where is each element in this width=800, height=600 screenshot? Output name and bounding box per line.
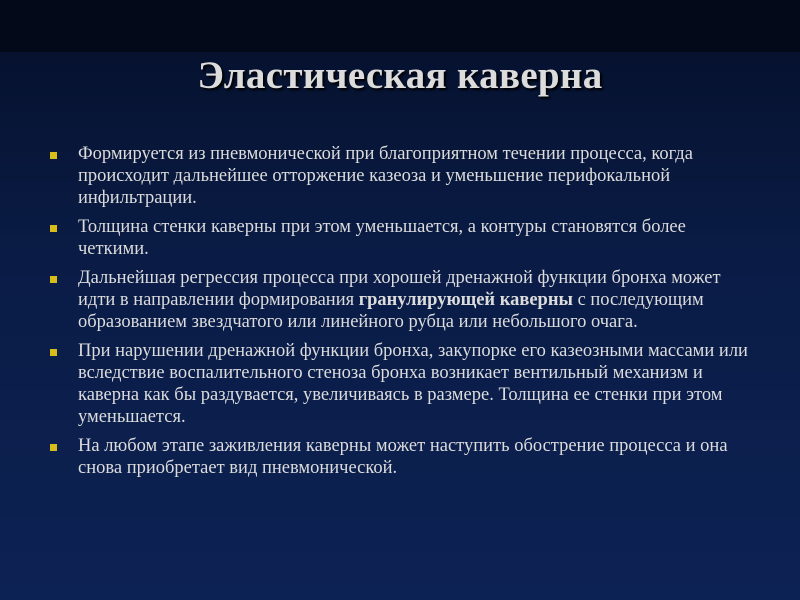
- bullet-bold-term: гранулирующей каверны: [358, 290, 573, 310]
- bullet-text: При нарушении дренажной функции бронха, закупорке его казеозными массами или вследствие воспалительного стеноза бронха возникает вентильный механизм и каверна как бы раздувается, увеличиваясь в размере. Толщина ее стенки при этом уменьшается.: [78, 341, 748, 427]
- top-band: [0, 0, 800, 52]
- bullet-list: [48, 143, 760, 486]
- bullet-item-5: [48, 435, 760, 479]
- square-bullet-icon: [50, 276, 57, 283]
- slide-title: Эластическая каверна: [197, 54, 603, 97]
- square-bullet-icon: [50, 225, 57, 232]
- square-bullet-icon: [50, 349, 57, 356]
- bullet-item-3: [48, 267, 760, 333]
- bullet-text: На любом этапе заживления каверны может наступить обострение процесса и она снова приобретает вид пневмонической.: [78, 436, 728, 478]
- bullet-text: Толщина стенки каверны при этом уменьшается, а контуры становятся более четкими.: [78, 217, 686, 259]
- bullet-text: Дальнейшая регрессия процесса при хорошей дренажной функции бронха может идти в направлении формирования: [78, 268, 721, 310]
- bullet-text-continued: с последующим образованием звездчатого или линейного рубца или небольшого очага.: [78, 290, 704, 332]
- bullet-item-4: [48, 340, 760, 428]
- square-bullet-icon: [50, 152, 57, 159]
- square-bullet-icon: [50, 444, 57, 451]
- bullet-item-2: [48, 216, 760, 260]
- bullet-item-1: [48, 143, 760, 209]
- bullet-text: Формируется из пневмонической при благоприятном течении процесса, когда происходит дальнейшее отторжение казеоза и уменьшение перифокальной инфильтрации.: [78, 144, 693, 208]
